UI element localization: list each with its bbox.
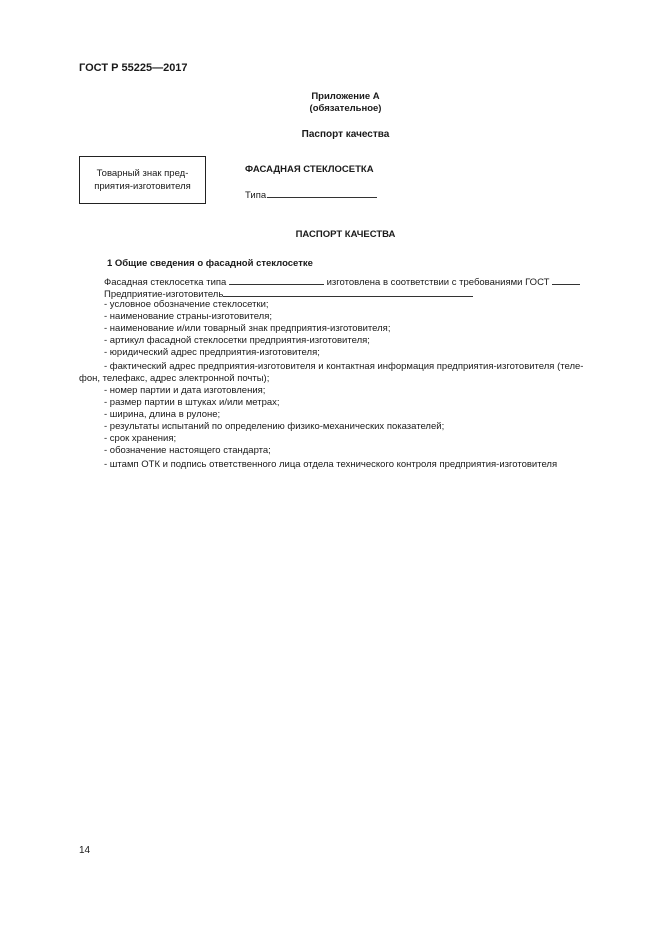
trademark-box-text: Товарный знак пред-приятия-изготовителя [94, 168, 191, 192]
list-item: - наименование страны-изготовителя; [104, 311, 273, 322]
manufacturer-label: Предприятие-изготовитель [104, 289, 224, 300]
list-item: - обозначение настоящего стандарта; [104, 445, 271, 456]
type-fill-blank [229, 275, 324, 285]
list-item: - условное обозначение стеклосетки; [104, 299, 269, 310]
list-item: - штамп ОТК и подпись ответственного лица отдела технического контроля предприятия-изготовителя [104, 459, 558, 470]
type-blank [267, 188, 377, 198]
list-item-continuation: фон, телефакс, адрес электронной почты); [79, 373, 270, 384]
gost-fill-blank [552, 275, 580, 285]
list-item: - юридический адрес предприятия-изготовителя; [104, 347, 320, 358]
list-item: - результаты испытаний по определению физико-механических показателей; [104, 421, 445, 432]
list-item: - срок хранения; [104, 433, 177, 444]
manufacture-line-mid: изготовлена в соответствии с требованиями ГОСТ [326, 277, 550, 288]
list-item: - размер партии в штуках и/или метрах; [104, 397, 280, 408]
list-item: - номер партии и дата изготовления; [104, 385, 266, 396]
appendix-note: (обязательное) [309, 103, 382, 114]
section-title: 1 Общие сведения о фасадной стеклосетке [107, 258, 313, 269]
type-label: Типа [245, 190, 267, 201]
standard-code: ГОСТ Р 55225—2017 [79, 62, 188, 74]
appendix-title: Приложение А [311, 91, 380, 102]
list-item: - ширина, длина в рулоне; [104, 409, 221, 420]
trademark-box [79, 156, 206, 204]
page-number: 14 [79, 845, 91, 856]
document-heading: Паспорт качества [301, 129, 390, 140]
passport-title: ПАСПОРТ КАЧЕСТВА [295, 229, 396, 240]
manufacturer-blank [223, 287, 473, 297]
manufacture-line-start: Фасадная стеклосетка типа [104, 277, 227, 288]
product-name: ФАСАДНАЯ СТЕКЛОСЕТКА [245, 164, 374, 175]
type-line [245, 188, 377, 201]
list-item: - наименование и/или товарный знак предприятия-изготовителя; [104, 323, 391, 334]
list-item: - фактический адрес предприятия-изготовителя и контактная информация предприятия-изготовителя (теле- [104, 361, 584, 372]
list-item: - артикул фасадной стеклосетки предприятия-изготовителя; [104, 335, 370, 346]
